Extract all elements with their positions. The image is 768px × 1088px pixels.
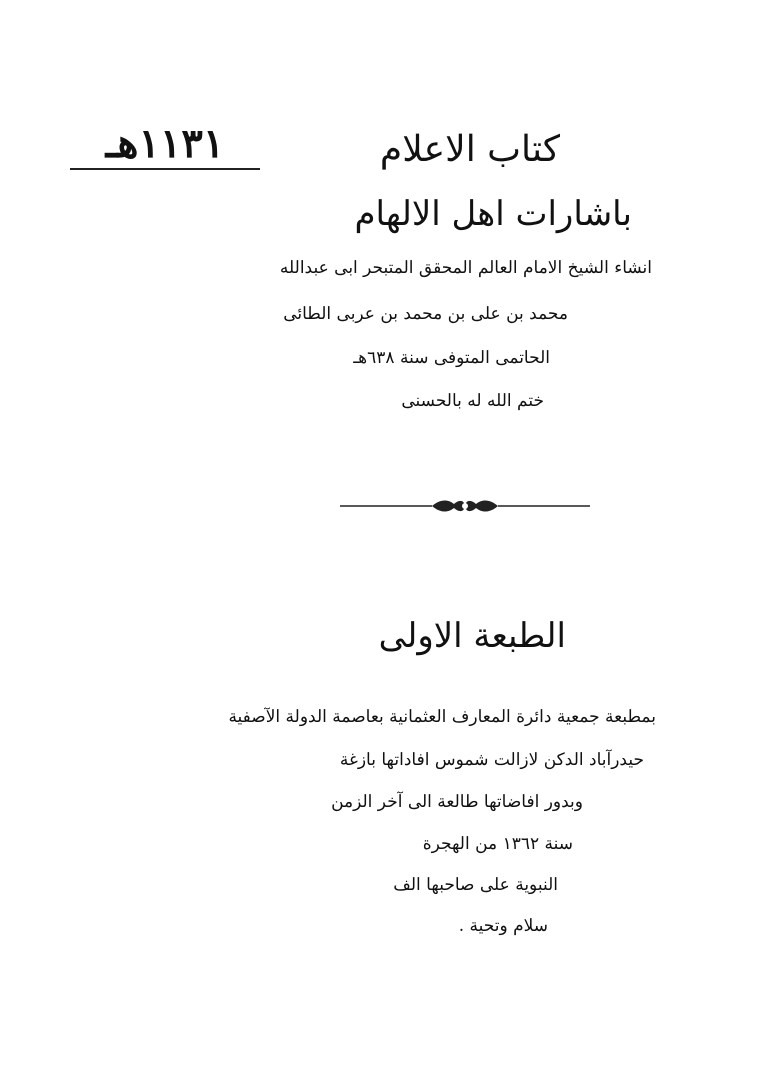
author-line-4: ختم الله له بالحسنى bbox=[401, 391, 544, 411]
book-title-line-2: باشارات اهل الالهام bbox=[354, 194, 632, 234]
publisher-line-3: وبدور افاضاتها طالعة الى آخر الزمن bbox=[331, 792, 583, 812]
stamp-number: ١١٣١هـ bbox=[105, 120, 225, 167]
publisher-line-1: بمطبعة جمعية دائرة المعارف العثمانية بعاصمة الدولة الآصفية bbox=[228, 707, 656, 727]
edition-heading: الطبعة الاولى bbox=[378, 616, 566, 656]
stamp-underline bbox=[70, 168, 260, 170]
author-line-2: محمد بن على بن محمد بن عربى الطائى bbox=[283, 304, 568, 324]
publisher-line-6: سلام وتحية . bbox=[458, 916, 548, 936]
ornamental-divider bbox=[340, 496, 590, 516]
publisher-line-5: النبوية على صاحبها الف bbox=[393, 875, 558, 895]
publisher-line-2: حيدرآباد الدكن لازالت شموس افاداتها بازغة bbox=[339, 750, 644, 770]
author-line-3: الحاتمى المتوفى سنة ٦٣٨هـ bbox=[353, 348, 550, 368]
book-title-line-1: كتاب الاعلام bbox=[379, 129, 560, 170]
library-number-stamp bbox=[70, 120, 260, 180]
publisher-line-4: سنة ١٣٦٢ من الهجرة bbox=[422, 834, 573, 854]
author-line-1: انشاء الشيخ الامام العالم المحقق المتبحر ابى عبدالله bbox=[279, 258, 652, 278]
